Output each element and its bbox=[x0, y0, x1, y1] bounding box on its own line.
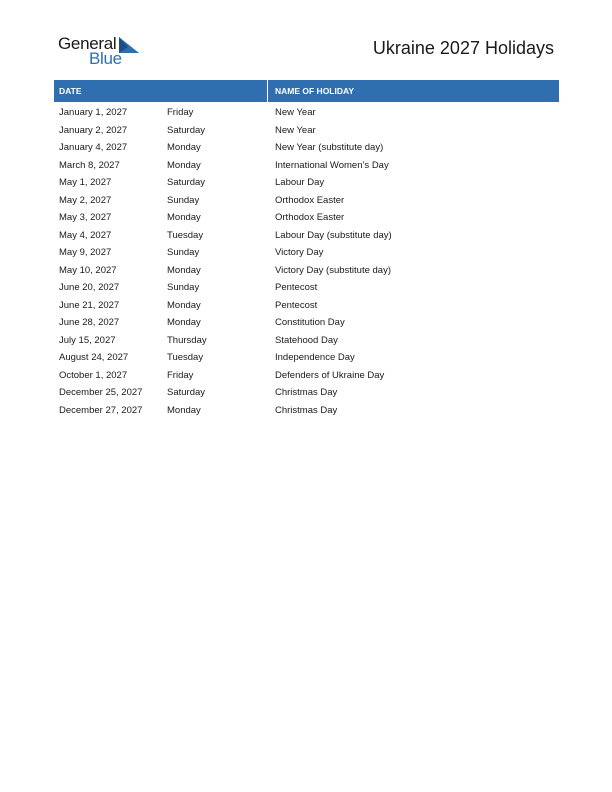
cell-day: Sunday bbox=[167, 194, 200, 206]
table-row bbox=[54, 174, 559, 192]
cell-holiday-name: New Year (substitute day) bbox=[275, 142, 384, 154]
cell-date: January 1, 2027 bbox=[59, 107, 128, 119]
cell-day: Tuesday bbox=[167, 352, 204, 364]
table-row bbox=[54, 297, 559, 315]
table-row bbox=[54, 384, 559, 402]
cell-holiday-name: International Women’s Day bbox=[275, 159, 389, 171]
cell-holiday-name: Orthodox Easter bbox=[275, 212, 345, 224]
cell-holiday-name: Labour Day bbox=[275, 177, 325, 189]
table-row bbox=[54, 157, 559, 175]
cell-day: Sunday bbox=[167, 282, 200, 294]
cell-holiday-name: Pentecost bbox=[275, 299, 318, 311]
logo-blue-text: Blue bbox=[89, 49, 122, 68]
table-header bbox=[54, 80, 559, 102]
cell-day: Saturday bbox=[167, 177, 206, 189]
cell-holiday-name: New Year bbox=[275, 124, 316, 136]
table-row bbox=[54, 402, 559, 420]
cell-date: June 28, 2027 bbox=[59, 317, 120, 329]
cell-holiday-name: New Year bbox=[275, 107, 316, 119]
table-row bbox=[54, 139, 559, 157]
cell-day: Saturday bbox=[167, 124, 206, 136]
cell-date: May 3, 2027 bbox=[59, 212, 112, 224]
table-row bbox=[54, 209, 559, 227]
table-row bbox=[54, 279, 559, 297]
cell-date: May 9, 2027 bbox=[59, 247, 112, 259]
cell-holiday-name: Christmas Day bbox=[275, 404, 338, 416]
cell-holiday-name: Pentecost bbox=[275, 282, 318, 294]
cell-date: May 10, 2027 bbox=[59, 264, 117, 276]
cell-date: August 24, 2027 bbox=[59, 352, 129, 364]
cell-date: December 25, 2027 bbox=[59, 387, 143, 399]
cell-date: June 21, 2027 bbox=[59, 299, 120, 311]
logo-general-text: General bbox=[58, 34, 117, 53]
table-row bbox=[54, 122, 559, 140]
cell-holiday-name: Independence Day bbox=[275, 352, 355, 364]
cell-day: Monday bbox=[167, 317, 201, 329]
page-title: Ukraine 2027 Holidays bbox=[372, 38, 554, 58]
cell-day: Monday bbox=[167, 299, 201, 311]
cell-holiday-name: Orthodox Easter bbox=[275, 194, 345, 206]
cell-date: January 2, 2027 bbox=[59, 124, 128, 136]
cell-day: Monday bbox=[167, 404, 201, 416]
cell-day: Monday bbox=[167, 264, 201, 276]
header-date: DATE bbox=[54, 80, 268, 102]
cell-holiday-name: Constitution Day bbox=[275, 317, 345, 329]
cell-day: Thursday bbox=[167, 334, 207, 346]
cell-date: May 4, 2027 bbox=[59, 229, 112, 241]
table-row bbox=[54, 262, 559, 280]
cell-date: December 27, 2027 bbox=[59, 404, 143, 416]
cell-date: July 15, 2027 bbox=[59, 334, 116, 346]
table-row bbox=[54, 314, 559, 332]
cell-day: Sunday bbox=[167, 247, 200, 259]
logo-flag-icon bbox=[119, 37, 139, 53]
table-body bbox=[54, 104, 559, 419]
table-row bbox=[54, 227, 559, 245]
table-row bbox=[54, 244, 559, 262]
table-row bbox=[54, 367, 559, 385]
cell-date: March 8, 2027 bbox=[59, 159, 120, 171]
cell-holiday-name: Statehood Day bbox=[275, 334, 338, 346]
table-row bbox=[54, 192, 559, 210]
cell-day: Friday bbox=[167, 369, 194, 381]
cell-date: May 1, 2027 bbox=[59, 177, 112, 189]
cell-holiday-name: Victory Day bbox=[275, 247, 324, 259]
cell-day: Friday bbox=[167, 107, 194, 119]
cell-date: May 2, 2027 bbox=[59, 194, 112, 206]
table-row bbox=[54, 332, 559, 350]
cell-date: October 1, 2027 bbox=[59, 369, 128, 381]
cell-date: January 4, 2027 bbox=[59, 142, 128, 154]
generalblue-logo bbox=[58, 34, 148, 68]
holiday-table bbox=[54, 80, 559, 419]
cell-holiday-name: Christmas Day bbox=[275, 387, 338, 399]
cell-day: Tuesday bbox=[167, 229, 204, 241]
cell-day: Saturday bbox=[167, 387, 206, 399]
cell-date: June 20, 2027 bbox=[59, 282, 120, 294]
cell-holiday-name: Defenders of Ukraine Day bbox=[275, 369, 385, 381]
cell-holiday-name: Labour Day (substitute day) bbox=[275, 229, 392, 241]
table-row bbox=[54, 104, 559, 122]
cell-day: Monday bbox=[167, 212, 201, 224]
cell-day: Monday bbox=[167, 159, 201, 171]
table-row bbox=[54, 349, 559, 367]
cell-day: Monday bbox=[167, 142, 201, 154]
header-holiday-name: NAME OF HOLIDAY bbox=[275, 86, 355, 96]
cell-holiday-name: Victory Day (substitute day) bbox=[275, 264, 391, 276]
